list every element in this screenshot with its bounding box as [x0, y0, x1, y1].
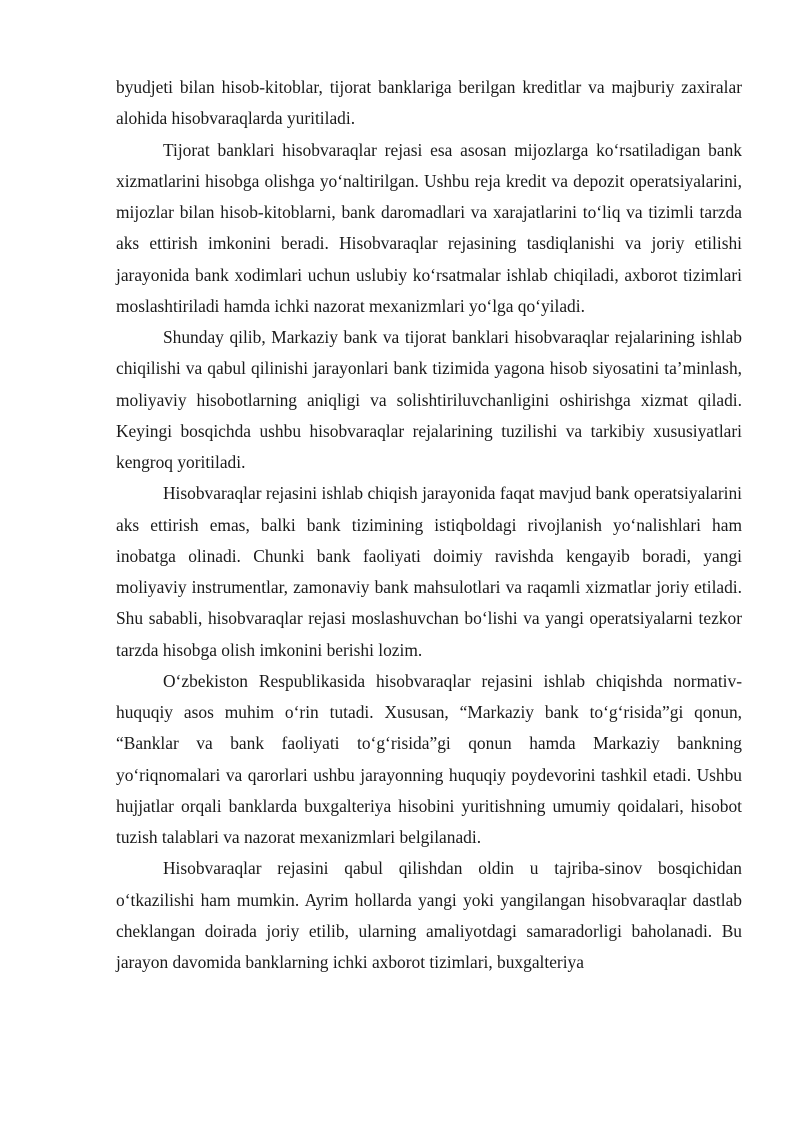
document-body: [116, 72, 742, 978]
paragraph: Shunday qilib, Markaziy bank va tijorat banklari hisobvaraqlar rejalarining ishlab chiqilishi va qabul qilinishi jarayonlari bank tizimida yagona hisob siyosatini ta’minlash, moliyaviy hisobotlarning aniqligi va solishtiriluvchanligini oshirishga xizmat qiladi. Keyingi bosqichda ushbu hisobvaraqlar rejalarining tuzilishi va tarkibiy xususiyatlari kengroq yoritiladi.: [116, 327, 742, 472]
paragraph: Hisobvaraqlar rejasini ishlab chiqish jarayonida faqat mavjud bank operatsiyalarini aks ettirish emas, balki bank tizimining istiqboldagi rivojlanish yo‘nalishlari ham inobatga olinadi. Chunki bank faoliyati doimiy ravishda kengayib boradi, yangi moliyaviy instrumentlar, zamonaviy bank mahsulotlari va raqamli xizmatlar joriy etiladi. Shu sababli, hisobvaraqlar rejasi moslashuvchan bo‘lishi va yangi operatsiyalarni tezkor tarzda hisobga olish imkonini berishi lozim.: [116, 483, 742, 660]
paragraph: Tijorat banklari hisobvaraqlar rejasi esa asosan mijozlarga ko‘rsatiladigan bank xizmatlarini hisobga olishga yo‘naltirilgan. Ushbu reja kredit va depozit operatsiyalarini, mijozlar bilan hisob-kitoblarni, bank daromadlari va xarajatlarini to‘liq va tizimli tarzda aks ettirish imkonini beradi. Hisobvaraqlar rejasining tasdiqlanishi va joriy etilishi jarayonida bank xodimlari uchun uslubiy ko‘rsatmalar ishlab chiqiladi, axborot tizimlari moslashtiriladi hamda ichki nazorat mexanizmlari yo‘lga qo‘yiladi.: [116, 139, 742, 316]
paragraph-continued: byudjeti bilan hisob-kitoblar, tijorat banklariga berilgan kreditlar va majburiy zaxiralar alohida hisobvaraqlarda yuritiladi.: [116, 77, 742, 129]
paragraph: Hisobvaraqlar rejasini qabul qilishdan oldin u tajriba-sinov bosqichidan o‘tkazilishi ham mumkin. Ayrim hollarda yangi yoki yangilangan hisobvaraqlar dastlab cheklangan doirada joriy etilib, ularning amaliyotdagi samaradorligi baholanadi. Bu jarayon davomida banklarning ichki axborot tizimlari, buxgalteriya: [116, 858, 742, 972]
paragraph: O‘zbekiston Respublikasida hisobvaraqlar rejasini ishlab chiqishda normativ-huquqiy asos muhim o‘rin tutadi. Xususan, “Markaziy bank to‘g‘risida”gi qonun, “Banklar va bank faoliyati to‘g‘risida”gi qonun hamda Markaziy bankning yo‘riqnomalari va qarorlari ushbu jarayonning huquqiy poydevorini tashkil etadi. Ushbu hujjatlar orqali banklarda buxgalteriya hisobini yuritishning umumiy qoidalari, hisobot tuzish talablari va nazorat mexanizmlari belgilanadi.: [116, 670, 742, 847]
